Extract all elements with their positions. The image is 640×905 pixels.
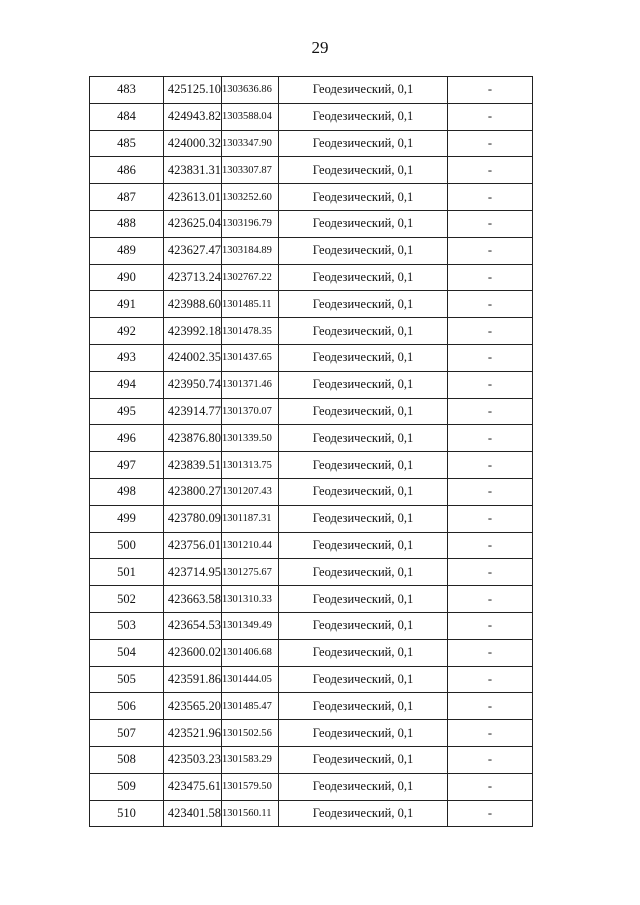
point-description-cell: - — [448, 559, 533, 586]
point-description-cell: - — [448, 586, 533, 613]
method-accuracy-cell: Геодезический, 0,1 — [279, 452, 448, 479]
method-accuracy-cell: Геодезический, 0,1 — [279, 773, 448, 800]
point-number-cell: 483 — [90, 77, 164, 104]
method-accuracy-cell: Геодезический, 0,1 — [279, 478, 448, 505]
method-accuracy-cell: Геодезический, 0,1 — [279, 103, 448, 130]
method-accuracy-cell: Геодезический, 0,1 — [279, 130, 448, 157]
point-number-cell: 507 — [90, 720, 164, 747]
y-coordinate-cell: 1301370.07 — [222, 398, 279, 425]
x-coordinate-cell: 423503.23 — [164, 746, 222, 773]
table-row — [90, 425, 533, 452]
x-coordinate-cell: 425125.10 — [164, 77, 222, 104]
point-number-cell: 501 — [90, 559, 164, 586]
table-row — [90, 639, 533, 666]
x-coordinate-cell: 423521.96 — [164, 720, 222, 747]
method-accuracy-cell: Геодезический, 0,1 — [279, 586, 448, 613]
table-row — [90, 77, 533, 104]
table-row — [90, 130, 533, 157]
y-coordinate-cell: 1301210.44 — [222, 532, 279, 559]
y-coordinate-cell: 1301349.49 — [222, 612, 279, 639]
method-accuracy-cell: Геодезический, 0,1 — [279, 318, 448, 345]
x-coordinate-cell: 423401.58 — [164, 800, 222, 827]
x-coordinate-cell: 423663.58 — [164, 586, 222, 613]
y-coordinate-cell: 1303588.04 — [222, 103, 279, 130]
point-number-cell: 510 — [90, 800, 164, 827]
y-coordinate-cell: 1303636.86 — [222, 77, 279, 104]
point-description-cell: - — [448, 371, 533, 398]
method-accuracy-cell: Геодезический, 0,1 — [279, 612, 448, 639]
point-description-cell: - — [448, 157, 533, 184]
point-number-cell: 506 — [90, 693, 164, 720]
table-row — [90, 237, 533, 264]
point-description-cell: - — [448, 639, 533, 666]
method-accuracy-cell: Геодезический, 0,1 — [279, 371, 448, 398]
table-row — [90, 318, 533, 345]
y-coordinate-cell: 1301187.31 — [222, 505, 279, 532]
table-row — [90, 773, 533, 800]
table-row — [90, 666, 533, 693]
point-number-cell: 502 — [90, 586, 164, 613]
point-description-cell: - — [448, 318, 533, 345]
y-coordinate-cell: 1301310.33 — [222, 586, 279, 613]
method-accuracy-cell: Геодезический, 0,1 — [279, 720, 448, 747]
x-coordinate-cell: 423475.61 — [164, 773, 222, 800]
y-coordinate-cell: 1301478.35 — [222, 318, 279, 345]
point-description-cell: - — [448, 452, 533, 479]
point-number-cell: 489 — [90, 237, 164, 264]
point-number-cell: 488 — [90, 210, 164, 237]
table-row — [90, 559, 533, 586]
method-accuracy-cell: Геодезический, 0,1 — [279, 639, 448, 666]
x-coordinate-cell: 424943.82 — [164, 103, 222, 130]
x-coordinate-cell: 423831.31 — [164, 157, 222, 184]
table-row — [90, 720, 533, 747]
method-accuracy-cell: Геодезический, 0,1 — [279, 505, 448, 532]
y-coordinate-cell: 1301339.50 — [222, 425, 279, 452]
x-coordinate-cell: 423992.18 — [164, 318, 222, 345]
table-row — [90, 398, 533, 425]
table-row — [90, 746, 533, 773]
method-accuracy-cell: Геодезический, 0,1 — [279, 264, 448, 291]
x-coordinate-cell: 423591.86 — [164, 666, 222, 693]
table-row — [90, 586, 533, 613]
point-description-cell: - — [448, 103, 533, 130]
point-description-cell: - — [448, 532, 533, 559]
point-description-cell: - — [448, 612, 533, 639]
point-description-cell: - — [448, 505, 533, 532]
point-number-cell: 497 — [90, 452, 164, 479]
method-accuracy-cell: Геодезический, 0,1 — [279, 344, 448, 371]
method-accuracy-cell: Геодезический, 0,1 — [279, 398, 448, 425]
table-row — [90, 157, 533, 184]
method-accuracy-cell: Геодезический, 0,1 — [279, 237, 448, 264]
x-coordinate-cell: 423914.77 — [164, 398, 222, 425]
table-row — [90, 210, 533, 237]
point-description-cell: - — [448, 344, 533, 371]
method-accuracy-cell: Геодезический, 0,1 — [279, 666, 448, 693]
x-coordinate-cell: 423839.51 — [164, 452, 222, 479]
x-coordinate-cell: 424000.32 — [164, 130, 222, 157]
method-accuracy-cell: Геодезический, 0,1 — [279, 157, 448, 184]
table-row — [90, 693, 533, 720]
y-coordinate-cell: 1303252.60 — [222, 184, 279, 211]
y-coordinate-cell: 1301485.11 — [222, 291, 279, 318]
point-number-cell: 486 — [90, 157, 164, 184]
x-coordinate-cell: 423625.04 — [164, 210, 222, 237]
table-row — [90, 184, 533, 211]
x-coordinate-cell: 423654.53 — [164, 612, 222, 639]
table-row — [90, 264, 533, 291]
point-number-cell: 499 — [90, 505, 164, 532]
table-row — [90, 371, 533, 398]
x-coordinate-cell: 423613.01 — [164, 184, 222, 211]
point-description-cell: - — [448, 478, 533, 505]
point-number-cell: 500 — [90, 532, 164, 559]
point-description-cell: - — [448, 77, 533, 104]
point-number-cell: 508 — [90, 746, 164, 773]
x-coordinate-cell: 423714.95 — [164, 559, 222, 586]
x-coordinate-cell: 423756.01 — [164, 532, 222, 559]
y-coordinate-cell: 1301207.43 — [222, 478, 279, 505]
point-description-cell: - — [448, 773, 533, 800]
method-accuracy-cell: Геодезический, 0,1 — [279, 184, 448, 211]
method-accuracy-cell: Геодезический, 0,1 — [279, 693, 448, 720]
point-number-cell: 492 — [90, 318, 164, 345]
table-row — [90, 532, 533, 559]
x-coordinate-cell: 423800.27 — [164, 478, 222, 505]
coordinates-table — [89, 76, 533, 827]
point-number-cell: 485 — [90, 130, 164, 157]
method-accuracy-cell: Геодезический, 0,1 — [279, 210, 448, 237]
x-coordinate-cell: 423876.80 — [164, 425, 222, 452]
table-row — [90, 103, 533, 130]
y-coordinate-cell: 1301583.29 — [222, 746, 279, 773]
x-coordinate-cell: 423780.09 — [164, 505, 222, 532]
point-number-cell: 498 — [90, 478, 164, 505]
method-accuracy-cell: Геодезический, 0,1 — [279, 746, 448, 773]
point-number-cell: 503 — [90, 612, 164, 639]
point-description-cell: - — [448, 746, 533, 773]
y-coordinate-cell: 1302767.22 — [222, 264, 279, 291]
point-number-cell: 491 — [90, 291, 164, 318]
point-description-cell: - — [448, 398, 533, 425]
method-accuracy-cell: Геодезический, 0,1 — [279, 77, 448, 104]
x-coordinate-cell: 423950.74 — [164, 371, 222, 398]
point-description-cell: - — [448, 291, 533, 318]
point-number-cell: 509 — [90, 773, 164, 800]
y-coordinate-cell: 1303196.79 — [222, 210, 279, 237]
method-accuracy-cell: Геодезический, 0,1 — [279, 532, 448, 559]
y-coordinate-cell: 1301485.47 — [222, 693, 279, 720]
y-coordinate-cell: 1303347.90 — [222, 130, 279, 157]
y-coordinate-cell: 1301444.05 — [222, 666, 279, 693]
point-description-cell: - — [448, 184, 533, 211]
point-description-cell: - — [448, 425, 533, 452]
point-description-cell: - — [448, 720, 533, 747]
y-coordinate-cell: 1301275.67 — [222, 559, 279, 586]
y-coordinate-cell: 1301579.50 — [222, 773, 279, 800]
page-number: 29 — [311, 38, 329, 57]
point-number-cell: 493 — [90, 344, 164, 371]
table-row — [90, 800, 533, 827]
table-row — [90, 505, 533, 532]
point-description-cell: - — [448, 693, 533, 720]
point-description-cell: - — [448, 130, 533, 157]
point-number-cell: 504 — [90, 639, 164, 666]
point-number-cell: 494 — [90, 371, 164, 398]
y-coordinate-cell: 1301313.75 — [222, 452, 279, 479]
x-coordinate-cell: 423565.20 — [164, 693, 222, 720]
y-coordinate-cell: 1301406.68 — [222, 639, 279, 666]
point-number-cell: 495 — [90, 398, 164, 425]
point-number-cell: 505 — [90, 666, 164, 693]
x-coordinate-cell: 424002.35 — [164, 344, 222, 371]
point-description-cell: - — [448, 666, 533, 693]
point-description-cell: - — [448, 210, 533, 237]
table-row — [90, 478, 533, 505]
table-row — [90, 291, 533, 318]
point-description-cell: - — [448, 800, 533, 827]
method-accuracy-cell: Геодезический, 0,1 — [279, 559, 448, 586]
point-number-cell: 487 — [90, 184, 164, 211]
method-accuracy-cell: Геодезический, 0,1 — [279, 800, 448, 827]
y-coordinate-cell: 1303307.87 — [222, 157, 279, 184]
x-coordinate-cell: 423600.02 — [164, 639, 222, 666]
point-description-cell: - — [448, 237, 533, 264]
y-coordinate-cell: 1301502.56 — [222, 720, 279, 747]
point-description-cell: - — [448, 264, 533, 291]
x-coordinate-cell: 423627.47 — [164, 237, 222, 264]
table-row — [90, 452, 533, 479]
table-row — [90, 344, 533, 371]
method-accuracy-cell: Геодезический, 0,1 — [279, 425, 448, 452]
point-number-cell: 484 — [90, 103, 164, 130]
y-coordinate-cell: 1301437.65 — [222, 344, 279, 371]
y-coordinate-cell: 1303184.89 — [222, 237, 279, 264]
y-coordinate-cell: 1301371.46 — [222, 371, 279, 398]
point-number-cell: 496 — [90, 425, 164, 452]
coordinates-table-body — [90, 77, 533, 827]
y-coordinate-cell: 1301560.11 — [222, 800, 279, 827]
x-coordinate-cell: 423988.60 — [164, 291, 222, 318]
point-number-cell: 490 — [90, 264, 164, 291]
method-accuracy-cell: Геодезический, 0,1 — [279, 291, 448, 318]
table-row — [90, 612, 533, 639]
x-coordinate-cell: 423713.24 — [164, 264, 222, 291]
